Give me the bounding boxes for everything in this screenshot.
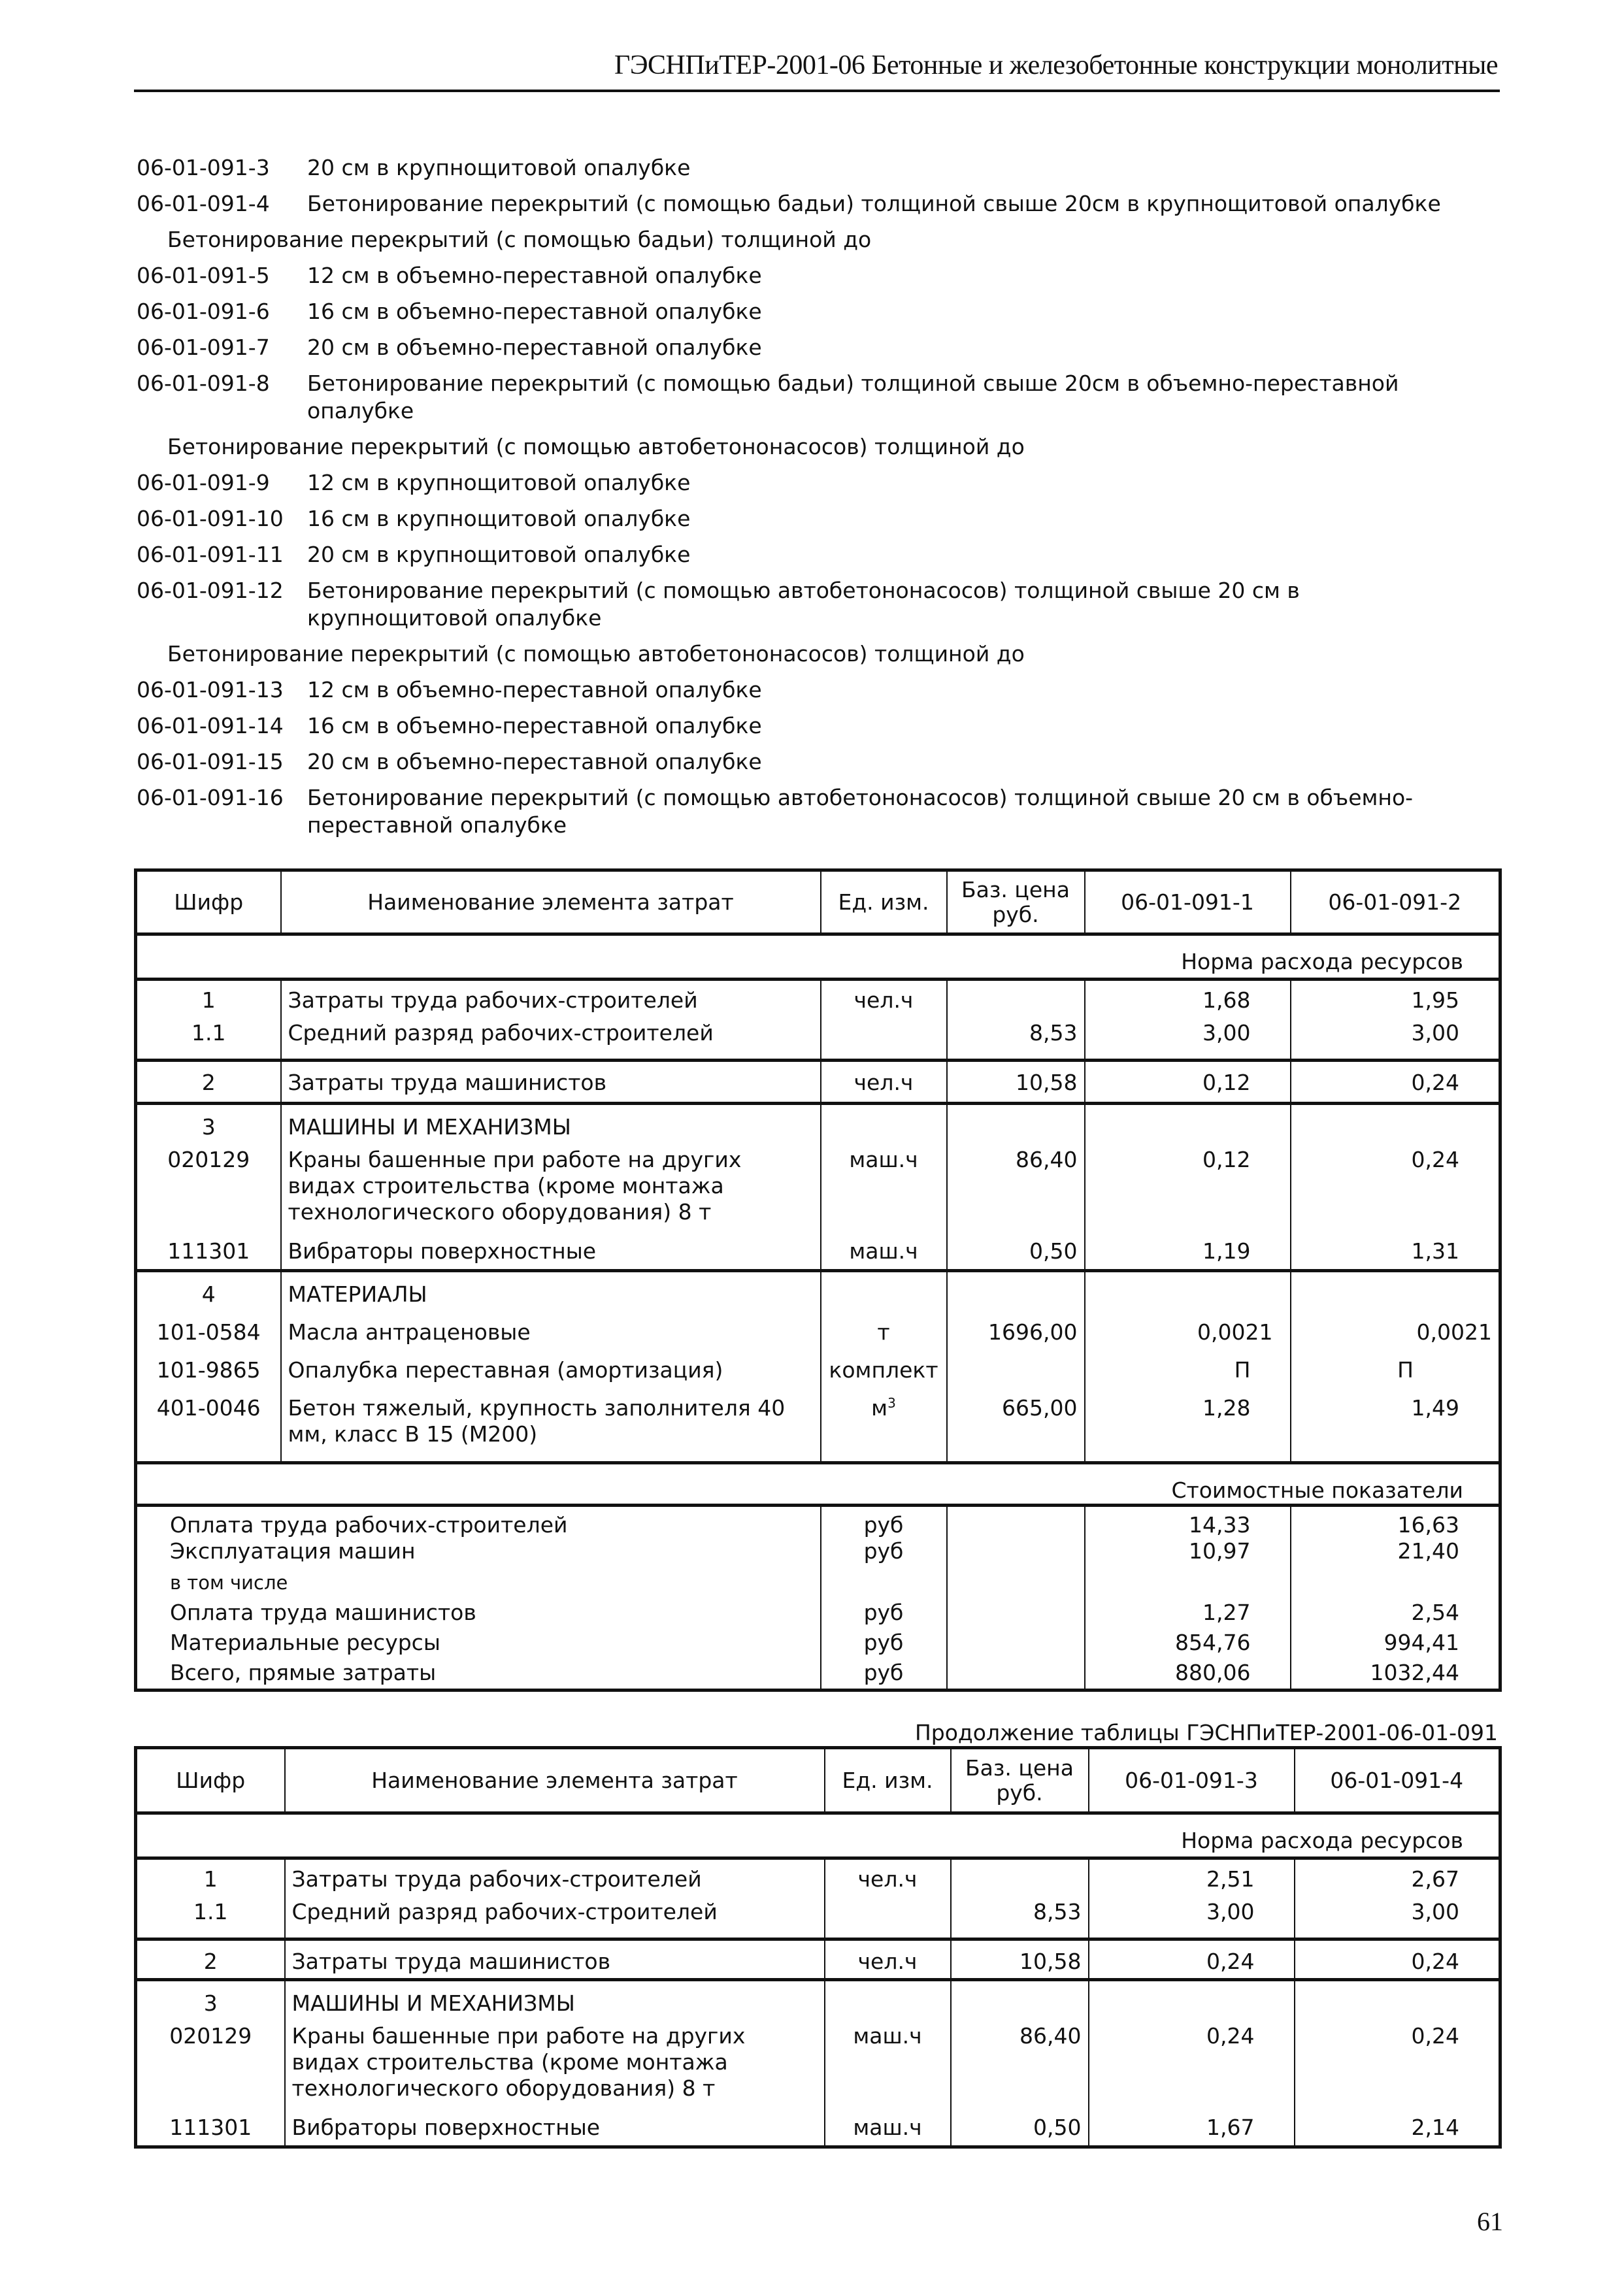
- row-name: Затраты труда машинистов: [285, 1939, 825, 1980]
- row-code: 1.1: [136, 1020, 281, 1061]
- list-text: 12 см в крупнощитовой опалубке: [307, 470, 691, 495]
- section-title: МАШИНЫ И МЕХАНИЗМЫ: [285, 1980, 825, 2023]
- row-code: 4: [136, 1271, 281, 1314]
- row-code: 3: [136, 1980, 285, 2023]
- summary-label: Материальные ресурсы: [136, 1630, 821, 1660]
- summary-row: [136, 1506, 1500, 1539]
- section-row-machines: [136, 1104, 1500, 1147]
- col-header-price: Баз. цена руб.: [947, 870, 1085, 934]
- row-code: 2: [136, 1061, 281, 1104]
- row-unit: [821, 1020, 947, 1061]
- list-code: 06-01-091-4: [137, 191, 270, 216]
- summary-value-2: 994,41: [1291, 1630, 1500, 1660]
- row-price: [947, 980, 1085, 1020]
- list-code: 06-01-091-6: [137, 299, 270, 324]
- row-name: Средний разряд рабочих-строителей: [285, 1899, 825, 1939]
- list-text: 20 см в объемно-переставной опалубке: [307, 749, 762, 774]
- row-name: Бетон тяжелый, крупность заполнителя 40 мм, класс В 15 (М200): [281, 1395, 821, 1463]
- row-price: [947, 1355, 1085, 1395]
- row-price: [951, 1858, 1089, 1899]
- list-item: [137, 469, 1509, 505]
- row-unit: чел.ч: [825, 1939, 951, 1980]
- row-value-2: 1,95: [1291, 980, 1500, 1020]
- row-name: Средний разряд рабочих-строителей: [281, 1020, 821, 1061]
- summary-value-1: 854,76: [1085, 1630, 1291, 1660]
- row-unit: маш.ч: [825, 2115, 951, 2147]
- row-value-2: 0,24: [1291, 1061, 1500, 1104]
- row-code: 101-0584: [136, 1314, 281, 1355]
- row-value-2: 3,00: [1295, 1899, 1500, 1939]
- col-header-091-2: 06-01-091-2: [1291, 870, 1500, 934]
- list-text: 16 см в крупнощитовой опалубке: [307, 506, 691, 531]
- summary-unit: руб: [821, 1660, 947, 1690]
- summary-unit: руб: [821, 1506, 947, 1539]
- list-item: [137, 712, 1509, 748]
- norm-band-label: Норма расхода ресурсов: [136, 1813, 1500, 1858]
- table-row: [136, 2023, 1500, 2115]
- row-name: Вибраторы поверхностные: [281, 1238, 821, 1271]
- row-unit: маш.ч: [821, 1147, 947, 1238]
- row-unit: [821, 1395, 947, 1463]
- cost-band-label: Стоимостные показатели: [136, 1463, 1500, 1506]
- row-value-2: 1,49: [1291, 1395, 1500, 1463]
- table-row: [136, 1061, 1500, 1104]
- row-value-1: 3,00: [1085, 1020, 1291, 1061]
- list-item: [137, 154, 1509, 190]
- table-row: [136, 2115, 1500, 2147]
- row-value-2: П: [1291, 1355, 1500, 1395]
- summary-value-2: 21,40: [1291, 1538, 1500, 1570]
- row-value-1: П: [1085, 1355, 1291, 1395]
- row-code: 1: [136, 1858, 285, 1899]
- list-item: [137, 262, 1509, 298]
- list-code: 06-01-091-15: [137, 749, 284, 774]
- summary-value-2: 2,54: [1291, 1600, 1500, 1630]
- row-value-1: 0,12: [1085, 1147, 1291, 1238]
- summary-row: [136, 1600, 1500, 1630]
- list-group-heading: Бетонирование перекрытий (с помощью автобетононасосов) толщиной до: [167, 641, 1025, 667]
- cost-band-row: [136, 1463, 1500, 1506]
- summary-value-1: 880,06: [1085, 1660, 1291, 1690]
- list-item: [137, 334, 1509, 370]
- list-item: [137, 784, 1509, 848]
- list-code: 06-01-091-16: [137, 785, 284, 810]
- list-code: 06-01-091-14: [137, 713, 284, 738]
- section-title: МАТЕРИАЛЫ: [281, 1271, 821, 1314]
- row-value-1: 1,28: [1085, 1395, 1291, 1463]
- summary-unit: руб: [821, 1630, 947, 1660]
- running-title: ГЭСНПиТЕР-2001-06 Бетонные и железобетонные конструкции монолитные: [614, 50, 1498, 80]
- list-text: Бетонирование перекрытий (с помощью бадьи) толщиной свыше 20см в крупнощитовой опалубке: [307, 191, 1441, 216]
- row-name: Краны башенные при работе на других видах строительства (кроме монтажа технологического оборудования) 8 т: [281, 1147, 821, 1238]
- list-text: 20 см в объемно-переставной опалубке: [307, 335, 762, 360]
- row-price: 0,50: [951, 2115, 1089, 2147]
- summary-value-1: 14,33: [1085, 1506, 1291, 1539]
- section-row-machines: [136, 1980, 1500, 2023]
- row-price: 665,00: [947, 1395, 1085, 1463]
- summary-label: Эксплуатация машин: [136, 1538, 821, 1570]
- table-row: [136, 980, 1500, 1020]
- list-code: 06-01-091-3: [137, 155, 270, 180]
- header-rule: [134, 90, 1500, 92]
- col-header-code: Шифр: [136, 1748, 285, 1813]
- summary-row: [136, 1630, 1500, 1660]
- col-header-091-4: 06-01-091-4: [1295, 1748, 1500, 1813]
- row-unit: маш.ч: [825, 2023, 951, 2115]
- summary-label: Оплата труда рабочих-строителей: [136, 1506, 821, 1539]
- row-value-1: 0,24: [1089, 2023, 1295, 2115]
- list-text: 20 см в крупнощитовой опалубке: [307, 542, 691, 567]
- row-name: Масла антраценовые: [281, 1314, 821, 1355]
- table-row: [136, 1020, 1500, 1061]
- summary-value-1: 10,97: [1085, 1538, 1291, 1570]
- section-row-materials: [136, 1271, 1500, 1314]
- table-row: [136, 1899, 1500, 1939]
- summary-label: Всего, прямые затраты: [136, 1660, 821, 1690]
- row-code: 101-9865: [136, 1355, 281, 1395]
- section-title: МАШИНЫ И МЕХАНИЗМЫ: [281, 1104, 821, 1147]
- summary-row: [136, 1538, 1500, 1570]
- list-text: 12 см в объемно-переставной опалубке: [307, 677, 762, 702]
- col-header-price: Баз. цена руб.: [951, 1748, 1089, 1813]
- list-text: 16 см в объемно-переставной опалубке: [307, 713, 762, 738]
- row-value-1: 0,24: [1089, 1939, 1295, 1980]
- list-text: 12 см в объемно-переставной опалубке: [307, 263, 762, 288]
- list-code: 06-01-091-5: [137, 263, 270, 288]
- summary-row: [136, 1570, 1500, 1600]
- row-price: 10,58: [947, 1061, 1085, 1104]
- row-value-1: 0,12: [1085, 1061, 1291, 1104]
- list-code: 06-01-091-12: [137, 578, 284, 603]
- row-value-1: 1,67: [1089, 2115, 1295, 2147]
- row-value-1: 3,00: [1089, 1899, 1295, 1939]
- table-header-row: [136, 1748, 1500, 1813]
- row-name: Краны башенные при работе на других видах строительства (кроме монтажа технологического оборудования) 8 т: [285, 2023, 825, 2115]
- col-header-091-1: 06-01-091-1: [1085, 870, 1291, 934]
- row-price: 8,53: [951, 1899, 1089, 1939]
- row-value-1: 1,68: [1085, 980, 1291, 1020]
- row-unit: маш.ч: [821, 1238, 947, 1271]
- table-row: [136, 1858, 1500, 1899]
- row-name: Затраты труда машинистов: [281, 1061, 821, 1104]
- row-price: 8,53: [947, 1020, 1085, 1061]
- row-value-2: 3,00: [1291, 1020, 1500, 1061]
- code-list: [137, 154, 1509, 848]
- row-name: Затраты труда рабочих-строителей: [281, 980, 821, 1020]
- norm-band-row: [136, 1813, 1500, 1858]
- summary-unit: руб: [821, 1538, 947, 1570]
- list-item: [137, 298, 1509, 334]
- list-text: Бетонирование перекрытий (с помощью автобетононасосов) толщиной свыше 20 см в объемно-переставной опалубке: [307, 785, 1414, 838]
- row-code: 020129: [136, 1147, 281, 1238]
- table-row: [136, 1314, 1500, 1355]
- summary-value-2: 1032,44: [1291, 1660, 1500, 1690]
- summary-value-2: 16,63: [1291, 1506, 1500, 1539]
- row-code: 111301: [136, 1238, 281, 1271]
- row-value-2: 1,31: [1291, 1238, 1500, 1271]
- row-value-2: 0,24: [1295, 1939, 1500, 1980]
- row-code: 401-0046: [136, 1395, 281, 1463]
- row-value-2: 0,24: [1291, 1147, 1500, 1238]
- row-price: 86,40: [951, 2023, 1089, 2115]
- table-row: [136, 1355, 1500, 1395]
- list-group-heading: Бетонирование перекрытий (с помощью автобетононасосов) толщиной до: [167, 434, 1025, 459]
- summary-value-1: 1,27: [1085, 1600, 1291, 1630]
- page-number: 61: [1477, 2207, 1503, 2236]
- row-code: 111301: [136, 2115, 285, 2147]
- row-price: 0,50: [947, 1238, 1085, 1271]
- row-value-1: 0,0021: [1085, 1314, 1291, 1355]
- row-value-2: 0,24: [1295, 2023, 1500, 2115]
- col-header-name: Наименование элемента затрат: [281, 870, 821, 934]
- row-name: Опалубка переставная (амортизация): [281, 1355, 821, 1395]
- list-item: [137, 577, 1509, 640]
- list-group-heading: Бетонирование перекрытий (с помощью бадьи) толщиной до: [167, 227, 872, 252]
- table-row: [136, 1238, 1500, 1271]
- row-value-1: 1,19: [1085, 1238, 1291, 1271]
- list-code: 06-01-091-11: [137, 542, 284, 567]
- row-code: 2: [136, 1939, 285, 1980]
- row-value-2: 0,0021: [1291, 1314, 1500, 1355]
- unit-text: м: [871, 1394, 888, 1421]
- table-row: [136, 1395, 1500, 1463]
- row-name: Затраты труда рабочих-строителей: [285, 1858, 825, 1899]
- row-value-2: 2,67: [1295, 1858, 1500, 1899]
- list-code: 06-01-091-13: [137, 677, 284, 702]
- summary-label: Оплата труда машинистов: [136, 1600, 821, 1630]
- table-header-row: [136, 870, 1500, 934]
- list-text: Бетонирование перекрытий (с помощью автобетононасосов) толщиной свыше 20 см в крупнощитовой опалубке: [307, 578, 1300, 631]
- list-text: 16 см в объемно-переставной опалубке: [307, 299, 762, 324]
- resource-table-1: [134, 868, 1502, 1692]
- table-row: [136, 1939, 1500, 1980]
- row-code: 1: [136, 980, 281, 1020]
- summary-row-total: [136, 1660, 1500, 1690]
- row-unit: чел.ч: [825, 1858, 951, 1899]
- row-value-1: 2,51: [1089, 1858, 1295, 1899]
- resource-table-2: [134, 1746, 1502, 2149]
- col-header-code: Шифр: [136, 870, 281, 934]
- col-header-name: Наименование элемента затрат: [285, 1748, 825, 1813]
- row-price: 10,58: [951, 1939, 1089, 1980]
- list-item: [137, 541, 1509, 577]
- table-continuation-caption: Продолжение таблицы ГЭСНПиТЕР-2001-06-01-091: [914, 1720, 1498, 1745]
- row-unit: чел.ч: [821, 980, 947, 1020]
- list-code: 06-01-091-7: [137, 335, 270, 360]
- norm-band-row: [136, 934, 1500, 980]
- summary-unit: руб: [821, 1600, 947, 1630]
- list-item: [137, 748, 1509, 784]
- col-header-unit: Ед. изм.: [825, 1748, 951, 1813]
- list-text: 20 см в крупнощитовой опалубке: [307, 155, 691, 180]
- row-unit: комплект: [821, 1355, 947, 1395]
- row-value-2: 2,14: [1295, 2115, 1500, 2147]
- row-unit: т: [821, 1314, 947, 1355]
- list-item: [137, 370, 1509, 433]
- row-unit: чел.ч: [821, 1061, 947, 1104]
- row-code: 3: [136, 1104, 281, 1147]
- row-code: 1.1: [136, 1899, 285, 1939]
- list-item: [137, 190, 1509, 226]
- col-header-091-3: 06-01-091-3: [1089, 1748, 1295, 1813]
- list-code: 06-01-091-8: [137, 371, 270, 396]
- summary-label: в том числе: [136, 1570, 821, 1600]
- row-code: 020129: [136, 2023, 285, 2115]
- norm-band-label: Норма расхода ресурсов: [136, 934, 1500, 980]
- row-price: 86,40: [947, 1147, 1085, 1238]
- row-unit: [825, 1899, 951, 1939]
- list-code: 06-01-091-9: [137, 470, 270, 495]
- list-item: [137, 505, 1509, 541]
- row-price: 1696,00: [947, 1314, 1085, 1355]
- list-item: [137, 676, 1509, 712]
- unit-superscript: 3: [887, 1394, 896, 1411]
- row-name: Вибраторы поверхностные: [285, 2115, 825, 2147]
- col-header-unit: Ед. изм.: [821, 870, 947, 934]
- list-text: Бетонирование перекрытий (с помощью бадьи) толщиной свыше 20см в объемно-переставной опалубке: [307, 371, 1399, 423]
- list-code: 06-01-091-10: [137, 506, 284, 531]
- table-row: [136, 1147, 1500, 1238]
